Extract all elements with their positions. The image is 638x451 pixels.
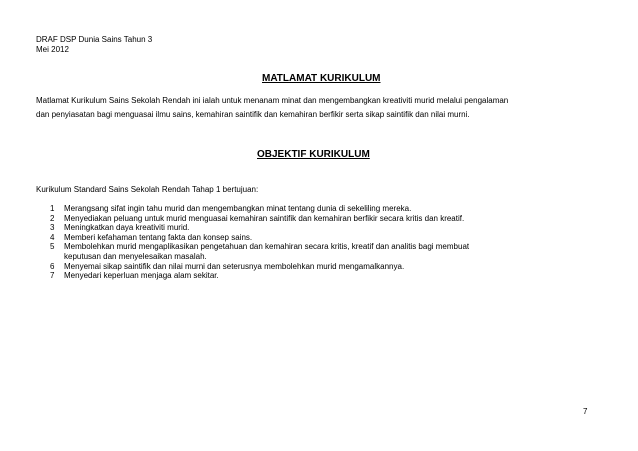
list-item-number: 5 — [50, 242, 55, 252]
list-item — [50, 262, 610, 272]
list-item-text-continued: keputusan dan menyelesaikan masalah. — [64, 251, 207, 261]
list-item-number: 3 — [50, 223, 55, 233]
list-item-text: Memberi kefahaman tentang fakta dan konsep sains. — [64, 232, 253, 242]
matlamat-paragraph-line1: Matlamat Kurikulum Sains Sekolah Rendah ini ialah untuk menanam minat dan mengembangkan kreativiti murid melalui pengalaman — [36, 96, 509, 105]
list-item — [50, 204, 610, 214]
section-heading-matlamat: MATLAMAT KURIKULUM — [262, 73, 381, 84]
list-item-text: Menyemai sikap saintifik dan nilai murni dan seterusnya membolehkan murid mengamalkannya. — [64, 261, 405, 271]
section-heading-objektif: OBJEKTIF KURIKULUM — [257, 149, 370, 160]
matlamat-paragraph-line2: dan penyiasatan bagi menguasai ilmu sains, kemahiran saintifik dan kemahiran berfikir serta sikap saintifik dan nilai murni. — [36, 110, 470, 119]
list-item — [50, 223, 610, 233]
list-item — [50, 242, 610, 261]
list-item-text: Menyediakan peluang untuk murid menguasai kemahiran saintifik dan kemahiran berfikir secara kritis dan kreatif. — [64, 213, 465, 223]
list-item-number: 6 — [50, 261, 55, 271]
list-item-number: 4 — [50, 232, 55, 242]
list-item — [50, 271, 610, 281]
objektif-intro: Kurikulum Standard Sains Sekolah Rendah Tahap 1 bertujuan: — [36, 185, 259, 194]
list-item-number: 2 — [50, 213, 55, 223]
list-item — [50, 214, 610, 224]
list-item-text: Meningkatkan daya kreativiti murid. — [64, 223, 190, 233]
list-item-text: Membolehkan murid mengaplikasikan pengetahuan dan kemahiran secara kritis, kreatif dan analitis bagi membuat — [64, 242, 470, 252]
objective-list — [50, 204, 610, 281]
header-date: Mei 2012 — [36, 45, 69, 54]
list-item — [50, 233, 610, 243]
list-item-text: Merangsang sifat ingin tahu murid dan mengembangkan minat tentang dunia di sekeliling mereka. — [64, 204, 412, 213]
list-item-text: Menyedari keperluan menjaga alam sekitar. — [64, 271, 219, 281]
header-title: DRAF DSP Dunia Sains Tahun 3 — [36, 35, 153, 44]
list-item-number: 7 — [50, 271, 55, 281]
list-item-number: 1 — [50, 204, 55, 213]
page-number: 7 — [583, 407, 588, 416]
